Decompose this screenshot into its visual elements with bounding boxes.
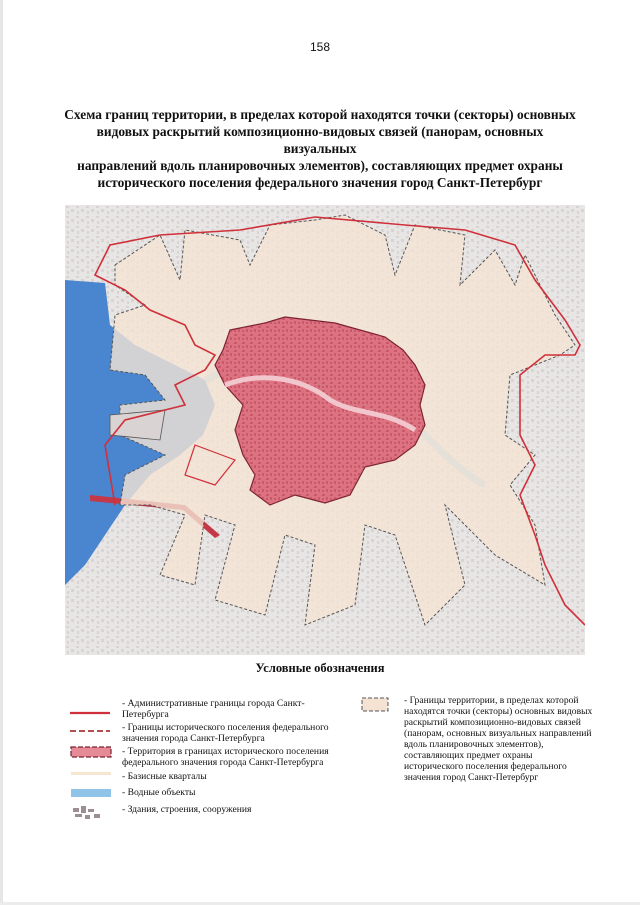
excluded-wedge [110,410,165,440]
water-objects-symbol [68,788,114,798]
map [65,205,585,655]
page-number: 158 [309,40,331,54]
title-line: видовых раскрытий композиционно-видовых связей (панорам, основных визуальных [96,124,544,156]
legend-label: - Базисные кварталы [122,771,207,782]
legend-label: - Границы территории, в пределах которой находятся точки (секторы) основных видовых раскрытий композиционно-видовых связей (панорам, основных визуальных направлений вдоль планировочных элементов), составляющих предмет охраны исторического поселения федерального значения город Санкт-Петербург [404,695,593,783]
legend-label: - Территория в границах исторического поселения федерального значения города Санкт-Петербурга [122,746,329,768]
page-title [60,106,580,191]
title-line: направлений вдоль планировочных элементов), составляющих предмет охраны [77,158,563,173]
historic-territory-symbol [68,745,114,759]
map-svg [65,205,585,655]
admin-boundary-symbol [68,709,112,717]
legend-title: Условные обозначения [255,661,385,675]
title-line: Схема границ территории, в пределах которой находятся точки (секторы) основных [64,107,576,122]
legend-label: - Здания, строения, сооружения [122,804,252,815]
title-line: исторического поселения федерального значения город Санкт-Петербург [97,175,543,190]
scan-edge-left [0,0,3,905]
sector-boundary-symbol [360,696,392,714]
legend-label: - Границы исторического поселения федерального значения города Санкт-Петербурга [122,722,329,744]
historic-boundary-symbol [68,727,112,735]
basic-blocks-symbol [68,770,114,778]
legend-label: - Административные границы города Санкт-Петербурга [122,698,305,720]
legend-label: - Водные объекты [122,787,196,798]
buildings-symbol [70,803,106,821]
